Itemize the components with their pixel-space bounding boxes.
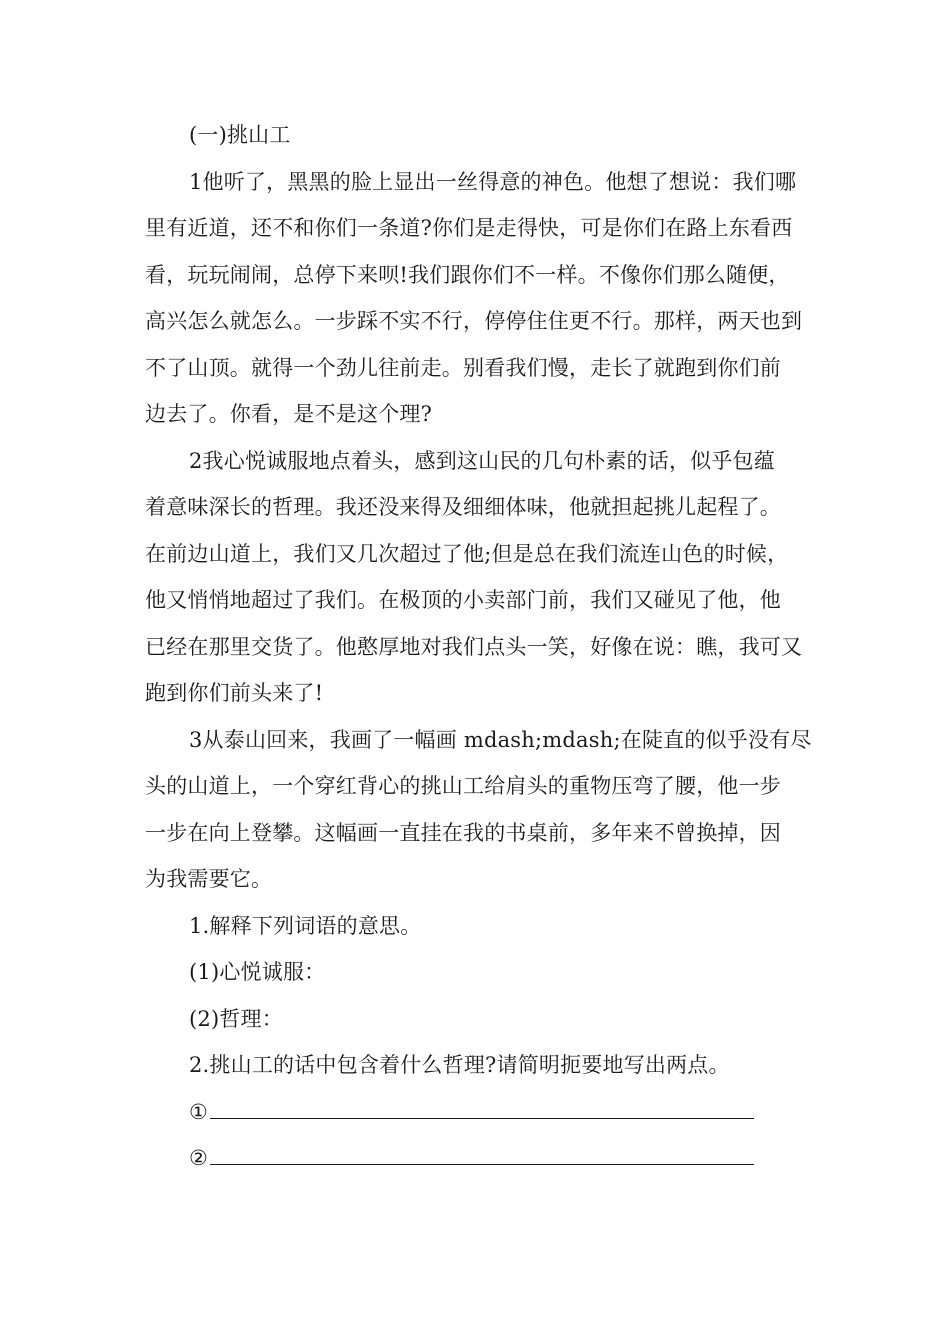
paragraph-line: 看，玩玩闹闹，总停下来呗!我们跟你们不一样。不像你们那么随便， (145, 262, 790, 287)
answer-marker-1: ① (189, 1099, 209, 1124)
paragraph-line: 不了山顶。就得一个劲儿往前走。别看我们慢，走长了就跑到你们前 (145, 355, 781, 380)
question-2: 2.挑山工的话中包含着什么哲理?请简明扼要地写出两点。 (189, 1053, 730, 1077)
question-1: 1.解释下列词语的意思。 (189, 913, 422, 938)
paragraph-line: 2我心悦诚服地点着头，感到这山民的几句朴素的话，似乎包蕴 (189, 448, 775, 473)
paragraph-line: 1他听了，黑黑的脸上显出一丝得意的神色。他想了想说：我们哪 (189, 169, 797, 194)
paragraph-line: 一步在向上登攀。这幅画一直挂在我的书桌前，多年来不曾换掉，因 (145, 820, 781, 845)
paragraph-line: 他又悄悄地超过了我们。在极顶的小卖部门前，我们又碰见了他，他 (145, 588, 781, 612)
paragraph-line: 高兴怎么就怎么。一步踩不实不行，停停住住更不行。那样，两天也到 (145, 309, 803, 333)
answer-line-1[interactable] (210, 1098, 754, 1119)
paragraph-line: 头的山道上，一个穿红背心的挑山工给肩头的重物压弯了腰，他一步 (145, 774, 781, 798)
answer-blank-1 (145, 1089, 810, 1136)
paragraph-1 (145, 159, 810, 438)
paragraph-line: 3从泰山回来，我画了一幅画 mdash;mdash;在陡直的似乎没有尽 (189, 727, 812, 752)
paragraph-line: 已经在那里交货了。他憨厚地对我们点头一笑，好像在说：瞧，我可又 (145, 634, 803, 659)
answer-line-2[interactable] (210, 1144, 754, 1165)
paragraph-line: 为我需要它。 (145, 867, 273, 891)
paragraph-3 (145, 717, 810, 903)
question-1-item-b: (2)哲理： (189, 1006, 283, 1031)
section-title: (一)挑山工 (189, 123, 291, 147)
paragraph-line: 着意味深长的哲理。我还没来得及细细体味，他就担起挑儿起程了。 (145, 495, 781, 519)
paragraph-2 (145, 438, 810, 717)
paragraph-line: 里有近道，还不和你们一条道?你们是走得快，可是你们在路上东看西 (145, 216, 793, 240)
paragraph-line: 跑到你们前头来了! (145, 681, 324, 705)
paragraph-line: 在前边山道上，我们又几次超过了他;但是总在我们流连山色的时候， (145, 541, 789, 566)
paragraph-line: 边去了。你看，是不是这个理? (145, 402, 433, 426)
answer-blank-2 (145, 1135, 810, 1182)
answer-marker-2: ② (189, 1146, 209, 1170)
document-page (145, 112, 810, 1182)
question-1-item-a: (1)心悦诚服： (189, 960, 326, 984)
